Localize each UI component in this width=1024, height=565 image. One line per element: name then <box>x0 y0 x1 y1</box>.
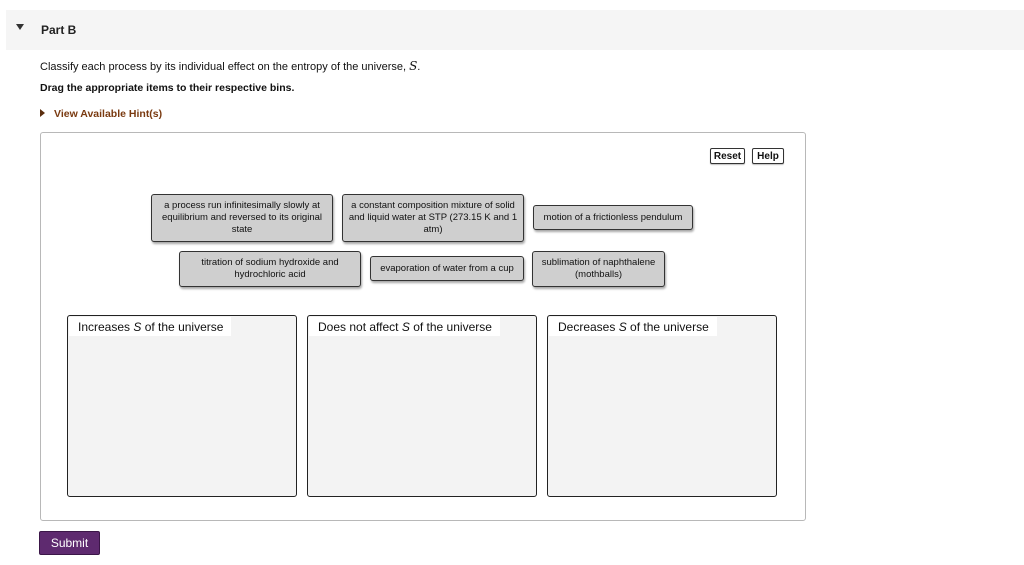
instruction-text: Classify each process by its individual effect on the entropy of the universe, <box>40 61 407 73</box>
instruction-period: . <box>417 61 421 73</box>
draggable-item[interactable]: a process run infinitesimally slowly at equilibrium and reversed to its original state <box>151 194 333 242</box>
draggable-item[interactable]: a constant composition mixture of solid and liquid water at STP (273.15 K and 1 atm) <box>342 194 524 242</box>
drag-instruction: Drag the appropriate items to their respective bins. <box>40 82 295 94</box>
bin-increases[interactable] <box>67 315 297 497</box>
draggable-item[interactable]: sublimation of naphthalene (mothballs) <box>532 251 665 287</box>
draggable-item[interactable]: evaporation of water from a cup <box>370 256 524 281</box>
help-button[interactable]: Help <box>752 148 784 164</box>
bin-decreases[interactable] <box>547 315 777 497</box>
reset-button[interactable]: Reset <box>710 148 745 164</box>
hint-arrow-icon[interactable] <box>40 109 45 117</box>
part-header <box>6 10 1024 50</box>
bin-label: Decreases S of the universe <box>549 317 717 336</box>
bin-label: Increases S of the universe <box>69 317 231 336</box>
submit-button[interactable]: Submit <box>39 531 100 555</box>
collapse-triangle-icon[interactable] <box>16 24 24 30</box>
view-hints-link[interactable]: View Available Hint(s) <box>54 108 163 120</box>
entropy-symbol: S <box>409 59 418 73</box>
part-title: Part B <box>41 23 77 37</box>
draggable-item[interactable]: titration of sodium hydroxide and hydrochloric acid <box>179 251 361 287</box>
draggable-item[interactable]: motion of a frictionless pendulum <box>533 205 693 230</box>
bin-no-effect[interactable] <box>307 315 537 497</box>
bin-label: Does not affect S of the universe <box>309 317 500 336</box>
question-instruction <box>40 59 420 73</box>
